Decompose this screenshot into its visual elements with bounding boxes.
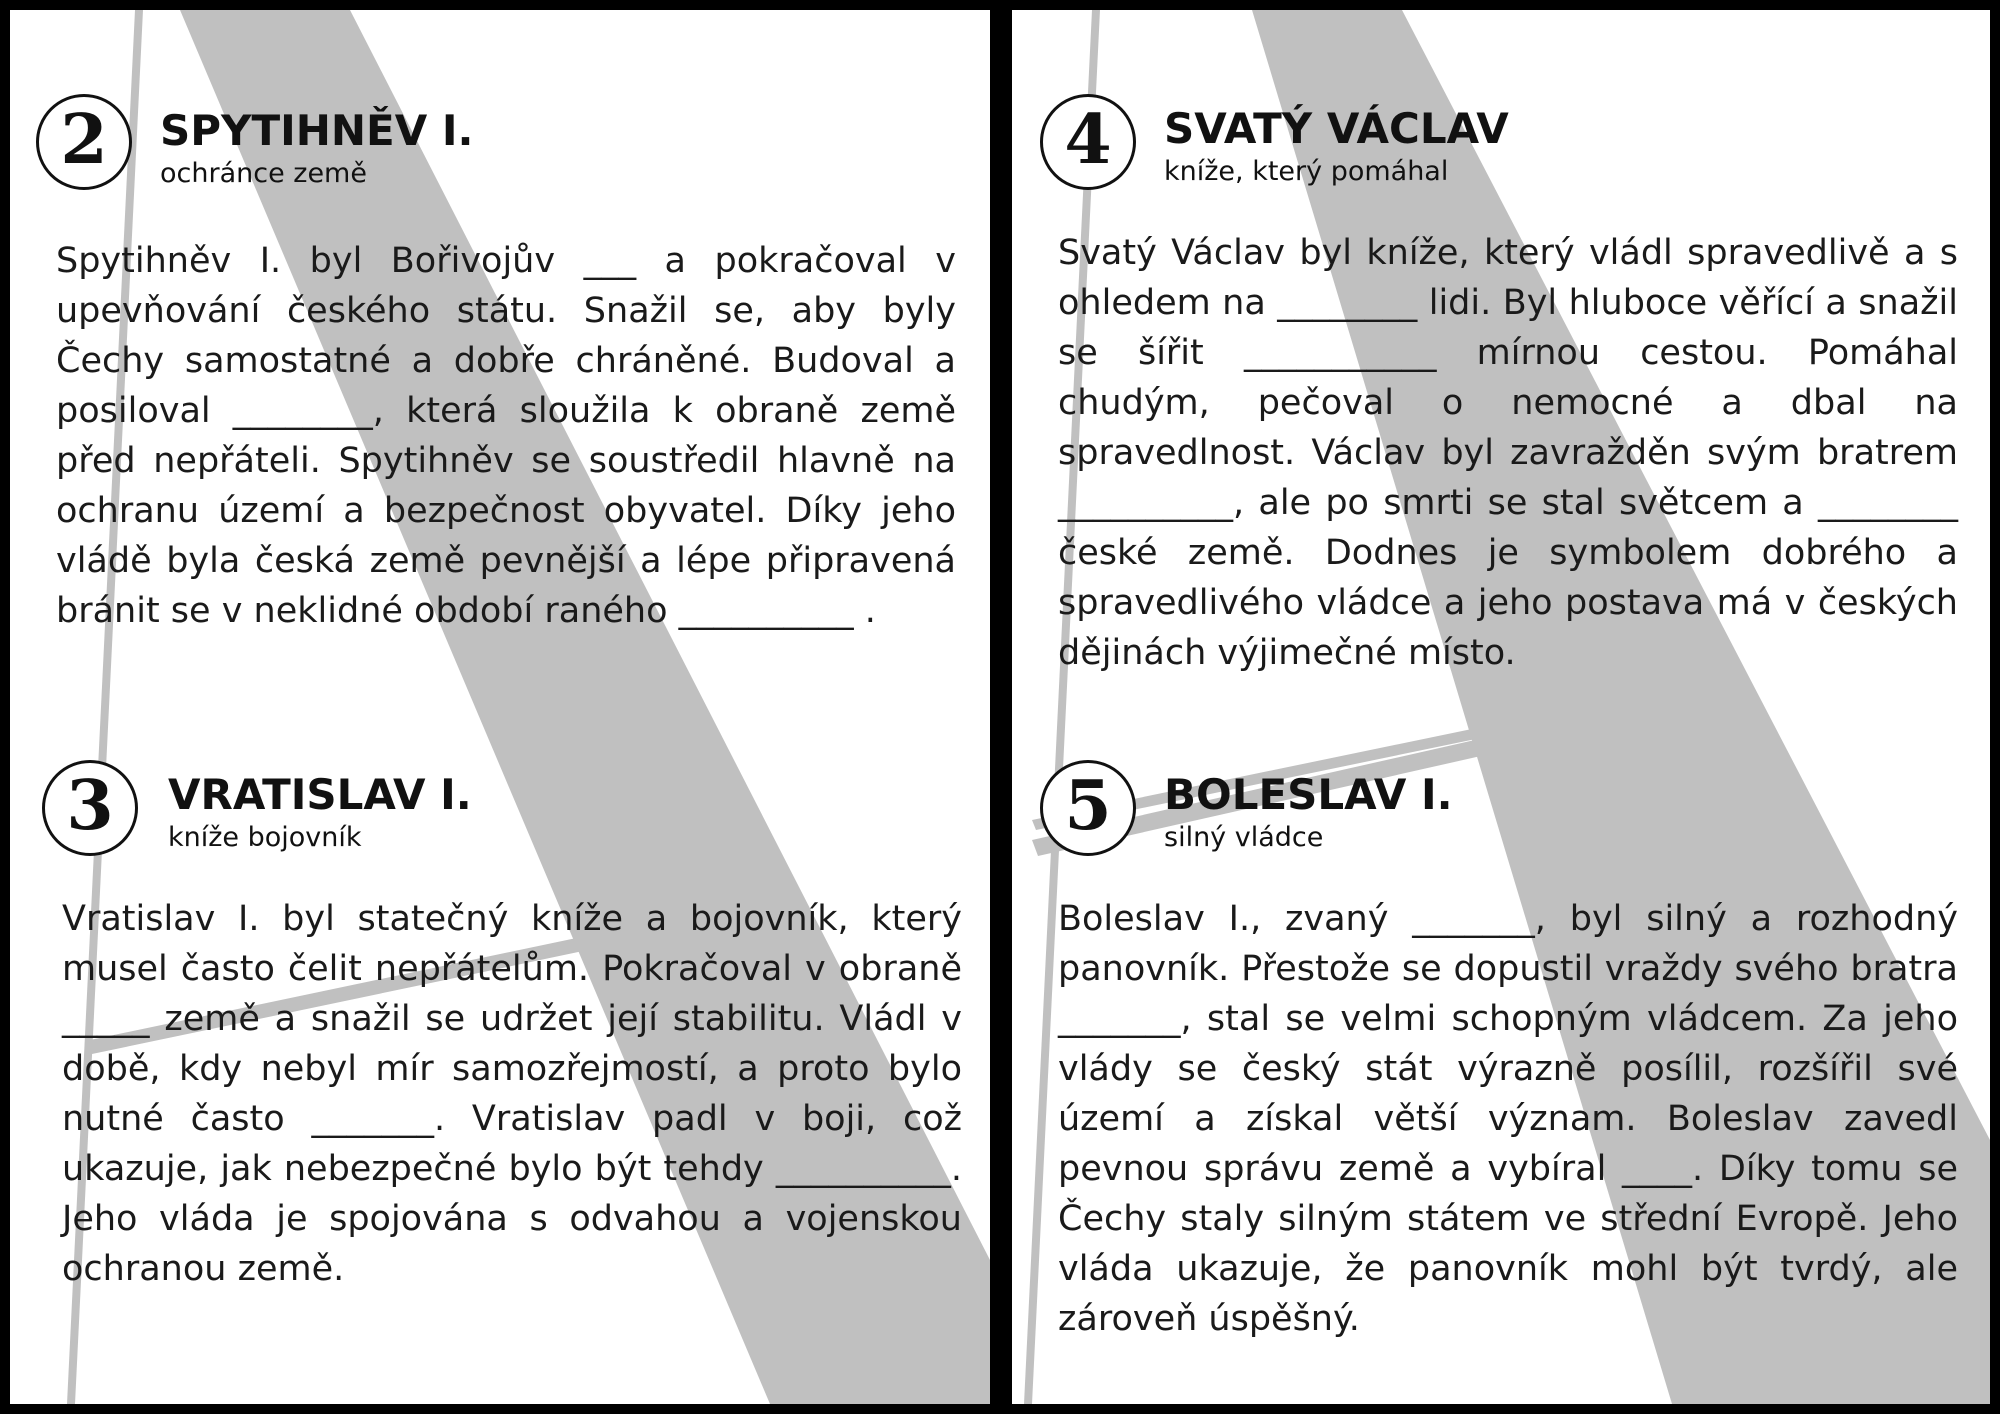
number-badge: 2 [36, 94, 132, 190]
card-title: BOLESLAV I. [1164, 770, 1453, 819]
number-badge: 3 [42, 760, 138, 856]
number-badge: 4 [1040, 94, 1136, 190]
card-text: Svatý Václav byl kníže, který vládl spravedlivě a s ohledem na ________ lidi. Byl hluboce věřící a snažil se šířit ___________ mírnou cestou. Pomáhal chudým, pečoval o nemocné a dbal na spravedlnost. Václav byl zavražděn svým bratrem __________, ale po smrti se stal světcem a ________ české země. Dodnes je symbolem dobrého a spravedlivého vládce a jeho postava má v českých dějinách výjimečné místo. [1058, 233, 1958, 673]
number-badge: 5 [1040, 760, 1136, 856]
card-subtitle: silný vládce [1164, 822, 1324, 853]
card-title: VRATISLAV I. [168, 770, 472, 819]
card-title: SVATÝ VÁCLAV [1164, 104, 1509, 153]
right-worksheet-page [1000, 0, 2000, 1414]
card-vratislav [10, 710, 990, 1404]
card-subtitle: kníže bojovník [168, 822, 362, 853]
card-subtitle: ochránce země [160, 158, 367, 189]
card-text: Vratislav I. byl statečný kníže a bojovník, který musel často čelit nepřátelům. Pokračoval v obraně _____ země a snažil se udržet její stabilitu. Vládl v době, kdy nebyl mír samozřejmostí, a proto bylo nutné často _______. Vratislav padl v boji, což ukazuje, jak nebezpečné bylo být tehdy __________. Jeho vláda je spojována s odvahou a vojenskou ochranou země. [62, 899, 962, 1289]
card-text: Boleslav I., zvaný _______, byl silný a rozhodný panovník. Přestože se dopustil vraždy svého bratra _______, stal se velmi schopným vládcem. Za jeho vlády se český stát výrazně posílil, rozšířil své území a získal větší význam. Boleslav zavedl pevnou správu země a vybíral ____. Díky tomu se Čechy staly silným státem ve střední Evropě. Jeho vláda ukazuje, že panovník mohl být tvrdý, ale zároveň úspěšný. [1058, 899, 1958, 1339]
card-spytihnev [10, 10, 990, 710]
card-title: SPYTIHNĚV I. [160, 106, 474, 155]
card-svaty-vaclav [1012, 10, 1990, 710]
card-subtitle: kníže, který pomáhal [1164, 156, 1449, 187]
card-text: Spytihněv I. byl Bořivojův ___ a pokračoval v upevňování českého státu. Snažil se, aby byly Čechy samostatné a dobře chráněné. Budoval a posiloval ________, která sloužila k obraně země před nepřáteli. Spytihněv se soustředil hlavně na ochranu území a bezpečnost obyvatel. Díky jeho vládě byla česká země pevnější a lépe připravená bránit se v neklidné období raného __________ . [56, 241, 956, 631]
card-boleslav [1012, 710, 1990, 1404]
